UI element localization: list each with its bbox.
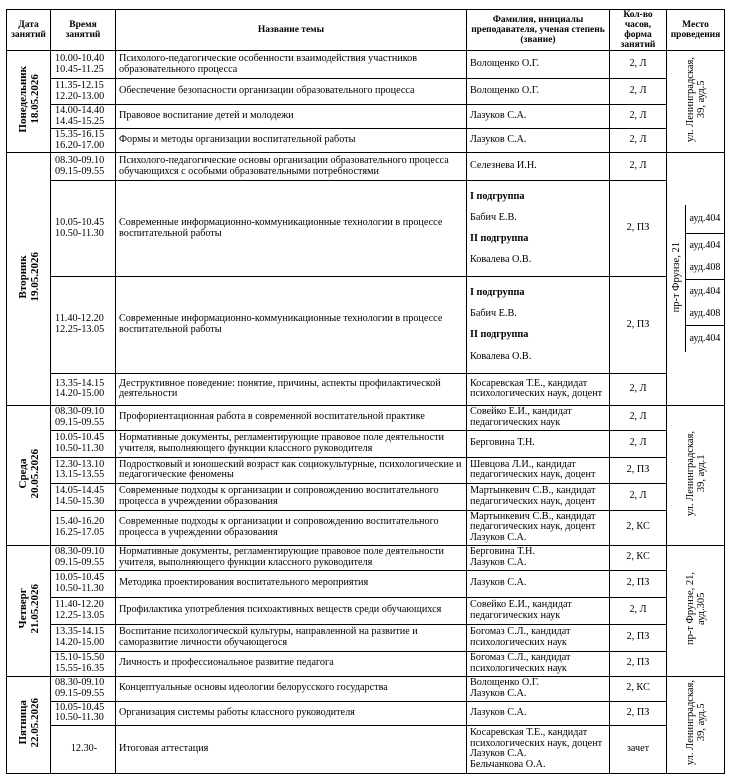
topic-cell: Воспитание психологической культуры, направленной на развитие и саморазвитие личности обучающегося (116, 624, 467, 651)
time-cell: 15.10-15.50 15.55-16.35 (51, 651, 116, 676)
topic-cell: Итоговая аттестация (116, 725, 467, 773)
hours-cell: 2, КС (610, 510, 667, 545)
table-row (7, 430, 725, 457)
time-cell: 11.40-12.20 12.25-13.05 (51, 597, 116, 624)
teacher-cell: Шевцова Л.И., кандидат педагогических наук, доцент (467, 457, 610, 483)
hours-cell: 2, ПЗ (610, 277, 667, 373)
teacher-cell: Селезнева И.Н. (467, 153, 610, 181)
teacher-cell: Лазуков С.А. (467, 570, 610, 597)
topic-cell: Концептуальные основы идеологии белорусского государства (116, 676, 467, 701)
topic-cell: Психолого-педагогические основы организации образовательного процесса обучающихся с особыми образовательными потребностями (116, 153, 467, 181)
hours-cell: 2, Л (610, 153, 667, 181)
teacher-cell (467, 181, 610, 277)
aud-label: ауд.408 (686, 257, 724, 280)
teacher-name: Бабич Е.В. (470, 308, 517, 320)
time-cell: 10.00-10.40 10.45-11.25 (51, 51, 116, 79)
teacher-cell: Лазуков С.А. (467, 105, 610, 129)
hours-cell: 2, КС (610, 545, 667, 570)
hours-cell: 2, Л (610, 597, 667, 624)
teacher-cell: Берговина Т.Н. Лазуков С.А. (467, 545, 610, 570)
topic-cell: Современные подходы к организации и сопровождению воспитательного процесса в учреждении образования (116, 483, 467, 510)
subgroup-label: II подгруппа (470, 329, 529, 341)
table-row (7, 483, 725, 510)
header-row (7, 10, 725, 51)
time-cell: 15.35-16.15 16.20-17.00 (51, 129, 116, 153)
topic-cell: Методика проектирования воспитательного мероприятия (116, 570, 467, 597)
teacher-cell (467, 277, 610, 373)
time-cell: 08.30-09.10 09.15-09.55 (51, 405, 116, 430)
topic-cell: Профориентационная работа в современной воспитательной практике (116, 405, 467, 430)
header-date: Дата занятий (7, 10, 51, 51)
day-wednesday: Среда 20.05.2026 (7, 405, 51, 545)
time-cell: 08.30-09.10 09.15-09.55 (51, 545, 116, 570)
table-row (7, 373, 725, 405)
hours-cell: 2, ПЗ (610, 624, 667, 651)
hours-cell: 2, ПЗ (610, 181, 667, 277)
teacher-cell: Богомаз С.Л., кандидат психологических наук (467, 651, 610, 676)
time-cell: 10.05-10.45 10.50-11.30 (51, 430, 116, 457)
place-tuesday (667, 153, 725, 406)
hours-cell: 2, ПЗ (610, 570, 667, 597)
header-time: Время занятий (51, 10, 116, 51)
table-row (7, 153, 725, 181)
hours-cell: зачет (610, 725, 667, 773)
teacher-name: Ковалева О.В. (470, 350, 532, 362)
time-cell: 12.30-13.10 13.15-13.55 (51, 457, 116, 483)
table-row (7, 510, 725, 545)
table-row (7, 651, 725, 676)
time-cell: 15.40-16.20 16.25-17.05 (51, 510, 116, 545)
topic-cell: Деструктивное поведение: понятие, причины, аспекты профилактической деятельности (116, 373, 467, 405)
time-cell: 08.30-09.10 09.15-09.55 (51, 676, 116, 701)
time-cell: 14.00-14.40 14.45-15.25 (51, 105, 116, 129)
aud-label: ауд.404 (686, 205, 724, 234)
time-cell: 12.30- (51, 725, 116, 773)
place-friday: ул. Ленинградская, 39, ауд.5 (667, 676, 725, 773)
hours-cell: 2, ПЗ (610, 651, 667, 676)
schedule-table (6, 9, 725, 774)
table-row (7, 129, 725, 153)
topic-cell: Нормативные документы, регламентирующие правовое поле деятельности учителя, выполняющего функции классного руководителя (116, 430, 467, 457)
hours-cell: 2, Л (610, 129, 667, 153)
time-cell: 10.05-10.45 10.50-11.30 (51, 570, 116, 597)
time-cell: 14.05-14.45 14.50-15.30 (51, 483, 116, 510)
hours-cell: 2, Л (610, 405, 667, 430)
table-row (7, 277, 725, 373)
header-place: Место проведения (667, 10, 725, 51)
teacher-cell: Берговина Т.Н. (467, 430, 610, 457)
subgroup-label: I подгруппа (470, 286, 525, 298)
day-monday: Понедельник 18.05.2026 (7, 51, 51, 153)
table-row (7, 181, 725, 277)
topic-cell: Организация системы работы классного руководителя (116, 701, 467, 725)
header-topic: Название темы (116, 10, 467, 51)
time-cell: 11.35-12.15 12.20-13.00 (51, 79, 116, 105)
topic-cell: Подростковый и юношеский возраст как социокультурные, психологические и педагогические феномены (116, 457, 467, 483)
header-teacher: Фамилия, инициалы преподавателя, ученая степень (звание) (467, 10, 610, 51)
table-row (7, 597, 725, 624)
table-row (7, 405, 725, 430)
teacher-cell: Косаревская Т.Е., кандидат психологических наук, доцент Лазуков С.А. Бельчанкова О.А. (467, 725, 610, 773)
place-wednesday: ул. Ленинградская, 39, ауд.1 (667, 405, 725, 545)
table-row (7, 51, 725, 79)
hours-cell: 2, Л (610, 105, 667, 129)
time-cell: 08.30-09.10 09.15-09.55 (51, 153, 116, 181)
time-cell: 13.35-14.15 14.20-15.00 (51, 373, 116, 405)
teacher-cell: Волощенко О.Г. (467, 79, 610, 105)
day-friday: Пятница 22.05.2026 (7, 676, 51, 773)
subgroup-label: II подгруппа (470, 232, 529, 244)
table-row (7, 676, 725, 701)
teacher-cell: Богомаз С.Л., кандидат психологических наук (467, 624, 610, 651)
hours-cell: 2, Л (610, 373, 667, 405)
time-cell: 13.35-14.15 14.20-15.00 (51, 624, 116, 651)
teacher-name: Бабич Е.В. (470, 211, 517, 223)
table-row (7, 457, 725, 483)
table-row (7, 105, 725, 129)
teacher-cell: Косаревская Т.Е., кандидат психологических наук, доцент (467, 373, 610, 405)
time-cell: 10.05-10.45 10.50-11.30 (51, 701, 116, 725)
hours-cell: 2, КС (610, 676, 667, 701)
place-tuesday-label: пр-т Фрунзе, 21 (670, 241, 682, 313)
place-monday: ул. Ленинградская, 39, ауд.5 (667, 51, 725, 153)
table-row (7, 725, 725, 773)
teacher-cell: Совейко Е.И., кандидат педагогических наук (467, 405, 610, 430)
day-thursday: Четверг 21.05.2026 (7, 545, 51, 676)
time-cell: 10.05-10.45 10.50-11.30 (51, 181, 116, 277)
time-cell: 11.40-12.20 12.25-13.05 (51, 277, 116, 373)
topic-cell: Нормативные документы, регламентирующие правовое поле деятельности учителя, выполняющего функции классного руководителя (116, 545, 467, 570)
aud-label: ауд.404 (689, 286, 721, 298)
place-thursday: пр-т Фрунзе, 21, ауд.305 (667, 545, 725, 676)
topic-cell: Обеспечение безопасности организации образовательного процесса (116, 79, 467, 105)
topic-cell: Психолого-педагогические особенности взаимодействия участников образовательного процесса (116, 51, 467, 79)
topic-cell: Современные подходы к организации и сопровождению воспитательного процесса в учреждении образования (116, 510, 467, 545)
hours-cell: 2, Л (610, 51, 667, 79)
topic-cell: Современные информационно-коммуникационные технологии в процессе воспитательной работы (116, 277, 467, 373)
day-tuesday: Вторник 19.05.2026 (7, 153, 51, 406)
aud-label: ауд.408 (686, 303, 724, 326)
teacher-cell: Совейко Е.И., кандидат педагогических наук (467, 597, 610, 624)
topic-cell: Личность и профессиональное развитие педагога (116, 651, 467, 676)
teacher-cell: Лазуков С.А. (467, 129, 610, 153)
subgroup-label: I подгруппа (470, 190, 525, 202)
teacher-cell: Мартынкевич С.В., кандидат педагогических наук, доцент Лазуков С.А. (467, 510, 610, 545)
hours-cell: 2, Л (610, 79, 667, 105)
teacher-cell: Лазуков С.А. (467, 701, 610, 725)
hours-cell: 2, ПЗ (610, 457, 667, 483)
teacher-cell: Мартынкевич С.В., кандидат педагогических наук, доцент (467, 483, 610, 510)
table-row (7, 701, 725, 725)
topic-cell: Правовое воспитание детей и молодежи (116, 105, 467, 129)
table-row (7, 624, 725, 651)
aud-label: ауд.404 (689, 333, 721, 345)
table-row (7, 545, 725, 570)
topic-cell: Профилактика употребления психоактивных веществ среди обучающихся (116, 597, 467, 624)
table-row (7, 79, 725, 105)
hours-cell: 2, Л (610, 430, 667, 457)
aud-label: ауд.404 (689, 240, 721, 252)
topic-cell: Современные информационно-коммуникационные технологии в процессе воспитательной работы (116, 181, 467, 277)
teacher-cell: Волощенко О.Г. Лазуков С.А. (467, 676, 610, 701)
hours-cell: 2, ПЗ (610, 701, 667, 725)
header-hours: Кол-во часов, форма занятий (610, 10, 667, 51)
teacher-name: Ковалева О.В. (470, 254, 532, 266)
topic-cell: Формы и методы организации воспитательной работы (116, 129, 467, 153)
teacher-cell: Волощенко О.Г. (467, 51, 610, 79)
table-row (7, 570, 725, 597)
hours-cell: 2, Л (610, 483, 667, 510)
